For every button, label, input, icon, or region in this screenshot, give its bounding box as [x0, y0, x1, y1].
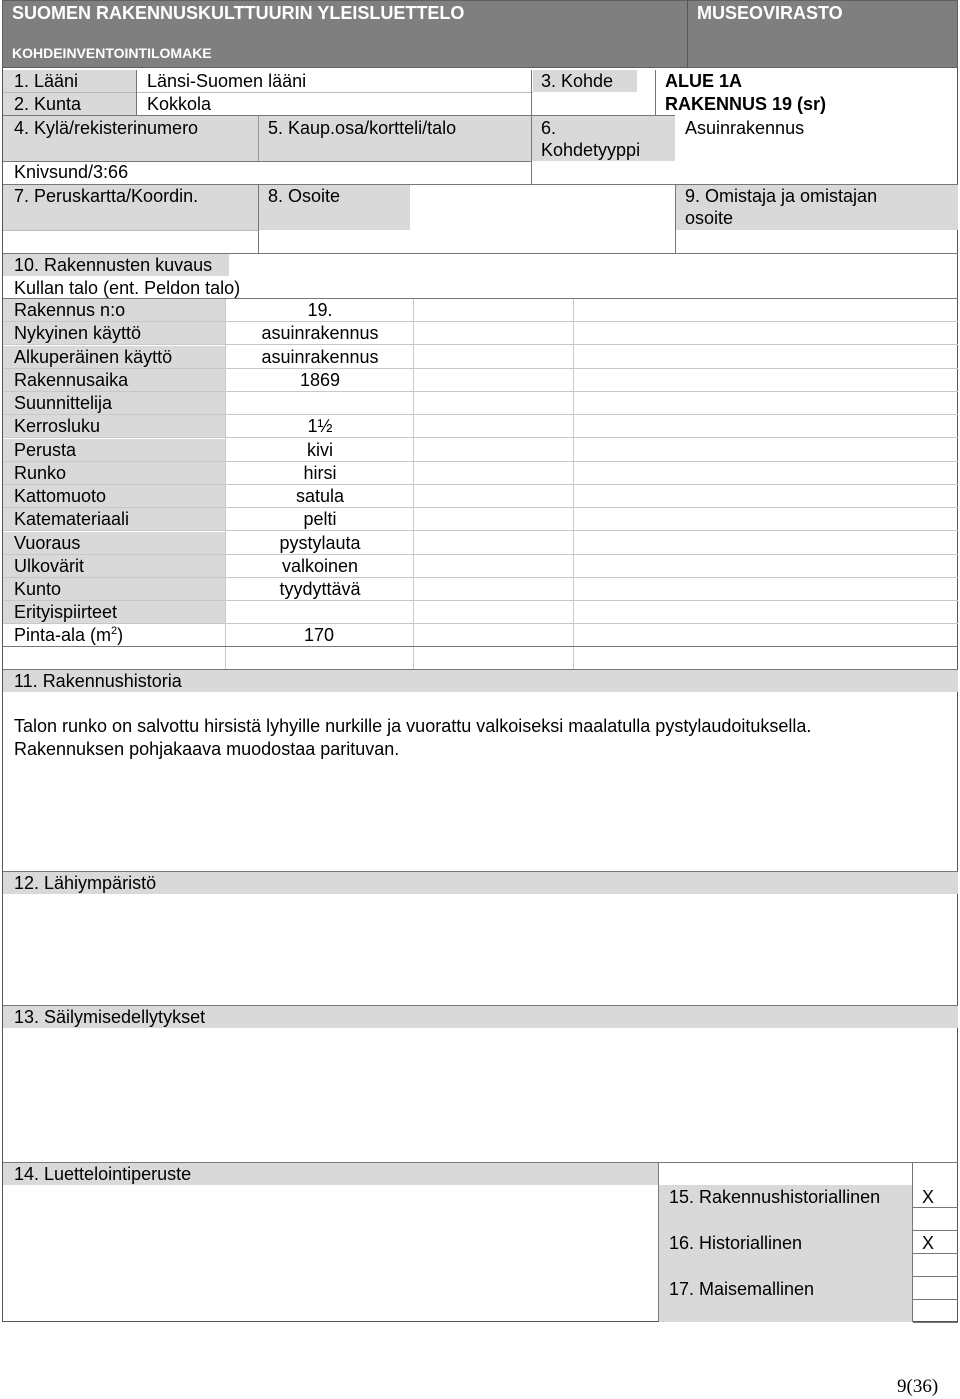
attr-label: Alkuperäinen käyttö: [14, 347, 173, 367]
criteria-label: 17. Maisemallinen: [669, 1279, 815, 1299]
section-11-label: 11. Rakennushistoria: [14, 671, 182, 691]
kaup-label: 5. Kaup.osa/kortteli/talo: [268, 118, 457, 138]
attr-col-divider: [573, 299, 574, 669]
criteria-row-divider: [913, 1230, 958, 1231]
attr-value: asuinrakennus: [261, 347, 379, 367]
attr-value: kivi: [307, 440, 333, 460]
kyla-label: 4. Kylä/rekisterinumero: [14, 118, 199, 138]
area-label: Pinta-ala $(m^2)$: [14, 625, 124, 645]
osoite-label: 8. Osoite: [268, 186, 341, 206]
kohdetyyppi-label-number: 6.: [541, 118, 557, 138]
col-divider: [258, 116, 259, 161]
attr-label: Rakennus n:o: [14, 300, 126, 320]
criteria-label: 16. Historiallinen: [669, 1233, 803, 1253]
attr-value: valkoinen: [281, 556, 359, 576]
attr-label: Erityispiirteet: [14, 602, 118, 622]
laani-label: 1. Lääni: [14, 71, 79, 91]
criteria-row-divider: [913, 1322, 958, 1323]
kohdetyyppi-label: Kohdetyyppi: [541, 140, 641, 160]
peruskartta-label: 7. Peruskartta/Koordin.: [14, 186, 199, 206]
omistaja-label-cont: osoite: [685, 208, 734, 228]
attr-col-divider: [225, 299, 226, 669]
row-divider: [3, 92, 533, 93]
criteria-row-divider: [913, 1299, 958, 1300]
attr-label: Suunnittelija: [14, 393, 113, 413]
attr-value: asuinrakennus: [261, 323, 379, 343]
attr-label: Kattomuoto: [14, 486, 107, 506]
col-divider: [675, 185, 676, 253]
section-10-label: 10. Rakennusten kuvaus: [14, 255, 213, 275]
attr-label: Katemateriaali: [14, 509, 130, 529]
attr-value: pystylauta: [279, 533, 361, 553]
kohdetyyppi-value: Asuinrakennus: [685, 118, 805, 138]
attr-label: Ulkovärit: [14, 556, 85, 576]
kohde-label: 3. Kohde: [541, 71, 614, 91]
history-text-line-2: Rakennuksen pohjakaava muodostaa parituvan.: [14, 739, 400, 759]
criteria-checkbox[interactable]: X: [922, 1187, 935, 1207]
kohde-value-area: ALUE 1A: [665, 71, 743, 91]
section-14-label: 14. Luettelointiperuste: [14, 1164, 192, 1184]
section-13-label: 13. Säilymisedellytykset: [14, 1007, 206, 1027]
attr-value: 19.: [307, 300, 333, 320]
attr-value: tyydyttävä: [279, 579, 361, 599]
form-subtitle: KOHDEINVENTOINTILOMAKE: [12, 45, 212, 61]
attr-row-divider: [3, 437, 958, 438]
attr-label: Vuoraus: [14, 533, 81, 553]
kunta-label: 2. Kunta: [14, 94, 82, 114]
criteria-row-divider: [913, 1276, 958, 1277]
attr-col-divider: [413, 299, 414, 669]
kyla-value: Knivsund/3:66: [14, 162, 129, 182]
section-12-label: 12. Lähiympäristö: [14, 873, 157, 893]
attr-label: Perusta: [14, 440, 77, 460]
attr-value: 1869: [299, 370, 341, 390]
attr-label: Kunto: [14, 579, 62, 599]
area-value: 170: [304, 625, 335, 645]
laani-value: Länsi-Suomen lääni: [147, 71, 307, 91]
attr-label: Runko: [14, 463, 67, 483]
attr-row-divider: [3, 623, 958, 624]
register-title: SUOMEN RAKENNUSKULTTUURIN YLEISLUETTELO: [12, 3, 465, 23]
attr-value: pelti: [303, 509, 337, 529]
attr-value: 1½: [307, 416, 333, 436]
attr-label: Nykyinen käyttö: [14, 323, 142, 343]
attr-row-divider: [3, 344, 958, 345]
col-divider: [912, 1162, 913, 1322]
building-name: Kullan talo (ent. Peldon talo): [14, 278, 241, 298]
header-divider: [687, 0, 688, 68]
col-divider: [258, 185, 259, 253]
row-divider: [3, 230, 258, 231]
history-text-line-1: Talon runko on salvottu hirsistä lyhyille nurkille ja vuorattu valkoiseksi maalatulla pystylaudoituksella.: [14, 716, 812, 736]
row-divider: [3, 646, 958, 647]
page-number: 9(36): [897, 1376, 939, 1397]
criteria-label: 15. Rakennushistoriallinen: [669, 1187, 881, 1207]
attr-label: Rakennusaika: [14, 370, 129, 390]
criteria-row-divider: [913, 1253, 958, 1254]
attr-value: satula: [295, 486, 345, 506]
kunta-value: Kokkola: [147, 94, 212, 114]
criteria-row-divider: [913, 1207, 958, 1208]
kohde-value-building: RAKENNUS 19 (sr): [665, 94, 827, 114]
col-divider: [136, 70, 137, 115]
criteria-checkbox[interactable]: X: [922, 1233, 935, 1253]
attr-label: Kerrosluku: [14, 416, 101, 436]
col-divider: [655, 70, 656, 115]
organization-name: MUSEOVIRASTO: [697, 3, 843, 23]
attr-row-divider: [3, 530, 958, 531]
attr-value: hirsi: [303, 463, 337, 483]
omistaja-label: 9. Omistaja ja omistajan: [685, 186, 878, 206]
